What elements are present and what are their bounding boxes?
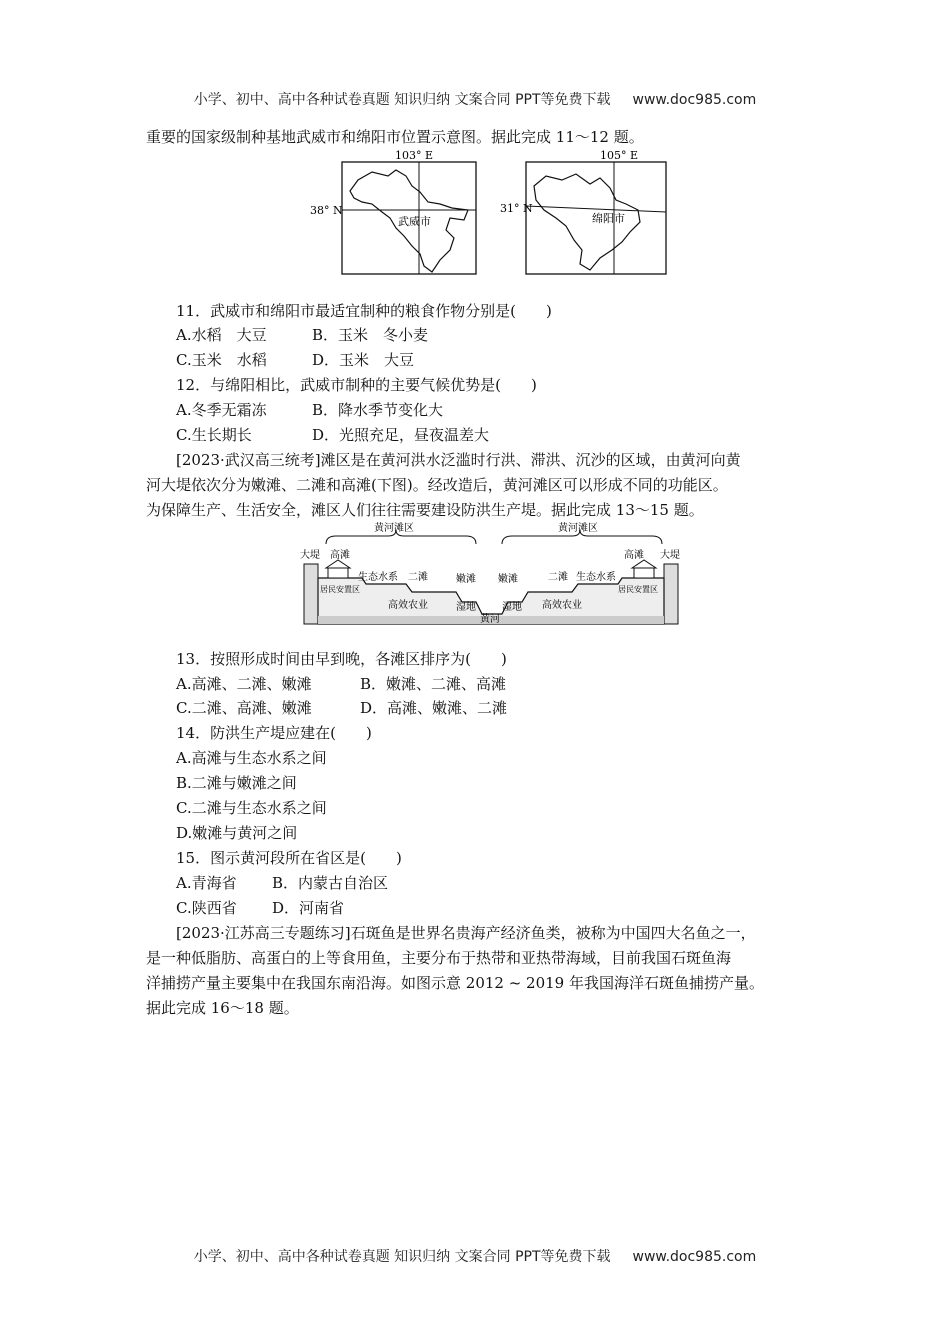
resettle-left: 居民安置区 <box>320 585 360 594</box>
passage3-line2: 是一种低脂肪、高蛋白的上等食用鱼，主要分布于热带和亚热带海域，目前我国石斑鱼海 <box>146 949 732 967</box>
lon-label-105: 105° E <box>600 149 639 162</box>
wuwei-label: 武威市 <box>398 215 431 228</box>
resettle-right: 居民安置区 <box>618 585 658 594</box>
passage2-line1: [2023·武汉高三统考]滩区是在黄河洪水泛滥时行洪、滞洪、沉沙的区域，由黄河向黄 <box>176 451 741 469</box>
zone-label-right: 黄河滩区 <box>558 523 598 534</box>
q13-option-c: C.二滩、高滩、嫩滩 <box>176 699 312 717</box>
q15-stem: 15．图示黄河段所在省区是( ) <box>176 849 402 867</box>
lon-label-103: 103° E <box>395 149 434 162</box>
q12-stem: 12．与绵阳相比，武威市制种的主要气候优势是( ) <box>176 376 537 394</box>
passage3-line1: [2023·江苏高三专题练习]石斑鱼是世界名贵海产经济鱼类，被称为中国四大名鱼之一， <box>176 924 756 942</box>
q11-option-d: D．玉米 大豆 <box>312 351 415 369</box>
dike-label-right: 大堤 <box>660 550 680 561</box>
q11-stem: 11．武威市和绵阳市最适宜制种的粮食作物分别是( ) <box>176 302 552 320</box>
eco-label-right: 生态水系 <box>576 572 616 583</box>
tender-beach-left: 嫩滩 <box>456 574 476 585</box>
page-header <box>0 89 950 109</box>
q11-option-c: C.玉米 水稻 <box>176 351 267 369</box>
q13-option-d: D．高滩、嫩滩、二滩 <box>360 699 508 717</box>
q14-option-b: B.二滩与嫩滩之间 <box>176 774 297 792</box>
wuwei-map <box>310 149 476 274</box>
second-beach-right: 二滩 <box>548 572 568 583</box>
q14-option-c: C.二滩与生态水系之间 <box>176 799 327 817</box>
passage2-line2: 河大堤依次分为嫩滩、二滩和高滩(下图)。经改造后，黄河滩区可以形成不同的功能区。 <box>146 476 728 494</box>
farm-right: 高效农业 <box>542 600 582 611</box>
q15-option-a: A.青海省 <box>176 874 237 892</box>
wetland-left: 湿地 <box>456 602 476 613</box>
intro-line: 重要的国家级制种基地武威市和绵阳市位置示意图。据此完成 11～12 题。 <box>146 128 644 146</box>
q13-stem: 13．按照形成时间由早到晚，各滩区排序为( ) <box>176 650 507 668</box>
passage2-line3: 为保障生产、生活安全，滩区人们往往需要建设防洪生产堤。据此完成 13～15 题。 <box>146 501 704 519</box>
house-right <box>632 560 656 578</box>
lat-label-38: 38° N <box>310 204 343 217</box>
q15-option-b: B．内蒙古自治区 <box>272 874 389 892</box>
q14-option-d: D.嫩滩与黄河之间 <box>176 824 298 842</box>
dike-left <box>304 564 318 624</box>
q12-option-b: B．降水季节变化大 <box>312 401 444 419</box>
farm-left: 高效农业 <box>388 600 428 611</box>
q11-option-b: B．玉米 冬小麦 <box>312 326 429 344</box>
dike-right <box>664 564 678 624</box>
zone-label-left: 黄河滩区 <box>374 523 414 534</box>
passage3-line3: 洋捕捞产量主要集中在我国东南沿海。如图示意 2012 ~ 2019 年我国海洋石斑鱼捕捞产量。 <box>146 974 764 992</box>
mianyang-map <box>500 149 666 274</box>
footer-site: www.doc985.com <box>632 1249 757 1265</box>
wetland-right: 湿地 <box>502 602 522 613</box>
mianyang-label: 绵阳市 <box>592 212 625 225</box>
q13-option-b: B．嫩滩、二滩、高滩 <box>360 675 507 693</box>
header-site: www.doc985.com <box>632 92 757 108</box>
lat-label-31: 31° N <box>500 202 533 215</box>
river-figure <box>296 520 686 630</box>
high-beach-left: 高滩 <box>330 550 350 561</box>
map-figure <box>300 146 680 280</box>
q12-option-a: A.冬季无霜冻 <box>176 401 267 419</box>
q14-stem: 14．防洪生产堤应建在( ) <box>176 724 372 742</box>
footer-text: 小学、初中、高中各种试卷真题 知识归纳 文案合同 PPT等免费下载 <box>193 1249 611 1265</box>
q15-option-d: D．河南省 <box>272 899 345 917</box>
q15-option-c: C.陕西省 <box>176 899 237 917</box>
high-beach-right: 高滩 <box>624 550 644 561</box>
header-text: 小学、初中、高中各种试卷真题 知识归纳 文案合同 PPT等免费下载 <box>193 92 611 108</box>
eco-label-left: 生态水系 <box>358 572 398 583</box>
second-beach-left: 二滩 <box>408 572 428 583</box>
page-footer <box>0 1246 950 1266</box>
q11-option-a: A.水稻 大豆 <box>176 326 267 344</box>
q13-option-a: A.高滩、二滩、嫩滩 <box>176 675 312 693</box>
house-left <box>326 560 350 578</box>
q14-option-a: A.高滩与生态水系之间 <box>176 749 327 767</box>
q12-option-d: D．光照充足，昼夜温差大 <box>312 426 490 444</box>
dike-label-left: 大堤 <box>300 550 320 561</box>
q12-option-c: C.生长期长 <box>176 426 252 444</box>
river-label: 黄河 <box>480 614 500 625</box>
tender-beach-right: 嫩滩 <box>498 574 518 585</box>
passage3-line4: 据此完成 16～18 题。 <box>146 999 299 1017</box>
